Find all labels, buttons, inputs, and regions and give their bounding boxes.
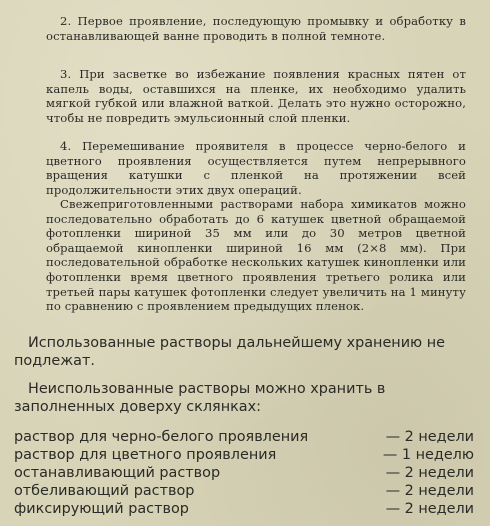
storage-row <box>14 464 478 482</box>
solution-name: раствор для цветного проявления <box>14 447 277 463</box>
solution-name: отбеливающий раствор <box>14 483 195 499</box>
used-solutions-note <box>14 334 478 370</box>
storage-duration: — 2 недели <box>385 429 474 445</box>
storage-duration: — 2 недели <box>385 501 474 517</box>
paragraph-first-development <box>46 14 466 43</box>
paragraph-text: Свежеприготовленными растворами набора химикатов можно последовательно обработать до 6 катушек цветной обращаемой фотопленки шириной 35 мм или до 30 метров цветной обращаемой кинопленки шириной 16 мм (2×8 мм). При последовательной обработке нескольких катушек кинопленки или фотопленки время цветного проявления третьего ролика или третьей пары катушек фотопленки следует увеличить на 1 минуту по сравнению с проявлением предыдущих пленок. <box>46 197 466 314</box>
storage-row <box>14 446 478 464</box>
unused-solutions-note <box>14 380 478 416</box>
paragraph-exposure <box>46 67 466 125</box>
storage-duration: — 2 недели <box>385 465 474 481</box>
storage-list <box>14 428 478 518</box>
storage-row <box>14 482 478 500</box>
solution-name: фиксирующий раствор <box>14 501 189 517</box>
storage-duration: — 2 недели <box>385 483 474 499</box>
paragraph-text: 4. Перемешивание проявителя в процессе черно-белого и цветного проявления осуществляется путем непрерывного вращения катушки с пленкой на протяжении всей продолжительности этих двух операций. <box>46 139 466 197</box>
paragraph-capacity <box>46 197 466 314</box>
paragraph-text: Использованные растворы дальнейшему хранению не подлежат. <box>14 335 446 369</box>
solution-name: раствор для черно-белого проявления <box>14 429 309 445</box>
paragraph-text: 3. При засветке во избежание появления красных пятен от капель воды, оставшихся на пленке, их необходимо удалить мягкой губкой или влажной ваткой. Делать это нужно осторожно, чтобы не повредить эмульсионный слой пленки. <box>46 67 466 125</box>
paragraph-text: 2. Первое проявление, последующую промывку и обработку в останавливающей ванне проводить в полной темноте. <box>46 14 466 43</box>
paragraph-text: Неиспользованные растворы можно хранить в заполненных доверху склянках: <box>14 381 386 415</box>
storage-row <box>14 500 478 518</box>
paragraph-agitation <box>46 139 466 197</box>
storage-duration: — 1 неделю <box>382 447 474 463</box>
storage-row <box>14 428 478 446</box>
solution-name: останавливающий раствор <box>14 465 221 481</box>
